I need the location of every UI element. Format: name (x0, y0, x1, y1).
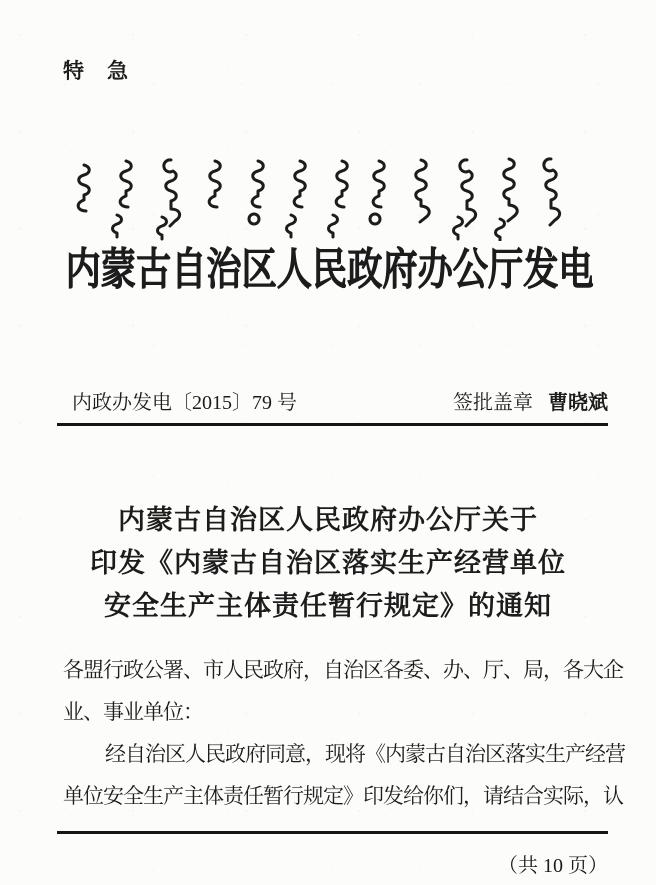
mongolian-script (70, 157, 590, 241)
mongolian-script-glyphs (70, 157, 590, 241)
divider-bottom (57, 831, 608, 834)
body-line-2: 单位安全生产主体责任暂行规定》印发给你们，请结合实际，认 (63, 784, 623, 808)
salutation-line-2: 业、事业单位： (63, 700, 203, 724)
signer-name: 曹晓斌 (548, 392, 608, 414)
sign-group (453, 386, 608, 415)
document-title (0, 499, 656, 628)
divider-top (57, 423, 608, 426)
page-count: （共 10 页） (498, 855, 608, 877)
doc-number: 内政办发电〔2015〕79 号 (72, 392, 297, 414)
masthead-title: 内蒙古自治区人民政府办公厅发电 (65, 245, 594, 294)
title-line-1: 内蒙古自治区人民政府办公厅关于 (118, 505, 538, 535)
body-line-1: 经自治区人民政府同意，现将《内蒙古自治区落实生产经营 (105, 742, 625, 766)
sign-label: 签批盖章 (453, 392, 533, 414)
title-line-2: 印发《内蒙古自治区落实生产经营单位 (90, 548, 566, 578)
document-meta-row (72, 386, 608, 415)
urgency-label: 特 急 (63, 59, 129, 83)
body-text (63, 649, 625, 817)
title-line-3: 安全生产主体责任暂行规定》的通知 (104, 591, 552, 621)
salutation-line-1: 各盟行政公署、市人民政府，自治区各委、办、厅、局，各大企 (63, 658, 623, 682)
